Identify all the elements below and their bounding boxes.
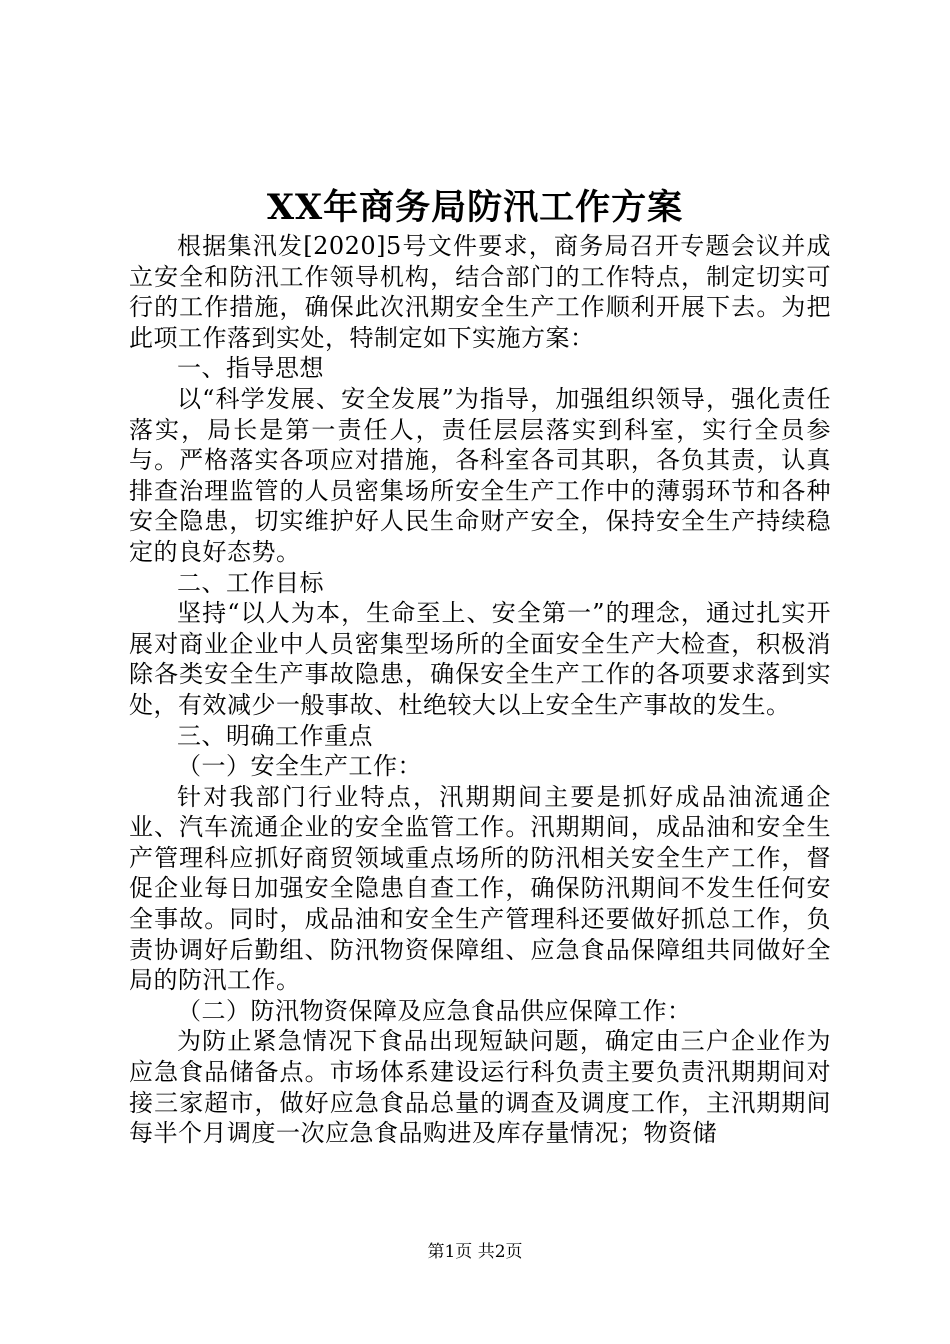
page-footer: 第1页 共2页	[427, 1242, 523, 1262]
paragraph-intro: 根据集汛发[2020]5号文件要求，商务局召开专题会议并成立安全和防汛工作领导机构，结合部门的工作特点，制定切实可行的工作措施，确保此次汛期安全生产工作顺利开展下去。为把此项工作落到实处，特制定如下实施方案：	[129, 232, 831, 352]
subsection-heading-supplies-food: （二）防汛物资保障及应急食品供应保障工作：	[177, 996, 692, 1025]
paragraph-work-goals: 坚持“以人为本，生命至上、安全第一”的理念，通过扎实开展对商业企业中人员密集型场所的全面安全生产大检查，积极消除各类安全生产事故隐患，确保安全生产工作的各项要求落到实处，有效减少一般事故、杜绝较大以上安全生产事故的发生。	[129, 599, 831, 719]
paragraph-guiding-thought: 以“科学发展、安全发展”为指导，加强组织领导，强化责任落实，局长是第一责任人，责任层层落实到科室，实行全员参与。严格落实各项应对措施，各科室各司其职，各负其责，认真排查治理监管的人员密集场所安全生产工作中的薄弱环节和各种安全隐患，切实维护好人民生命财产安全，保持安全生产持续稳定的良好态势。	[129, 384, 831, 566]
paragraph-supplies-food: 为防止紧急情况下食品出现短缺问题，确定由三户企业作为应急食品储备点。市场体系建设运行科负责主要负责汛期期间对接三家超市，做好应急食品总量的调查及调度工作，主汛期期间每半个月调度一次应急食品购进及库存量情况；物资储	[129, 1027, 831, 1148]
subsection-heading-safety-production: （一）安全生产工作：	[177, 752, 422, 781]
paragraph-safety-production: 针对我部门行业特点，汛期期间主要是抓好成品油流通企业、汽车流通企业的安全监管工作。汛期期间，成品油和安全生产管理科应抓好商贸领域重点场所的防汛相关安全生产工作，督促企业每日加强安全隐患自查工作，确保防汛期间不发生任何安全事故。同时，成品油和安全生产管理科还要做好抓总工作，负责协调好后勤组、防汛物资保障组、应急食品保障组共同做好全局的防汛工作。	[129, 782, 831, 995]
document-title: XX年商务局防汛工作方案	[266, 187, 684, 228]
section-heading-guiding-thought: 一、指导思想	[177, 354, 324, 383]
document-body	[129, 231, 831, 1149]
section-heading-work-focus: 三、明确工作重点	[177, 721, 373, 750]
section-heading-work-goals: 二、工作目标	[177, 568, 324, 597]
